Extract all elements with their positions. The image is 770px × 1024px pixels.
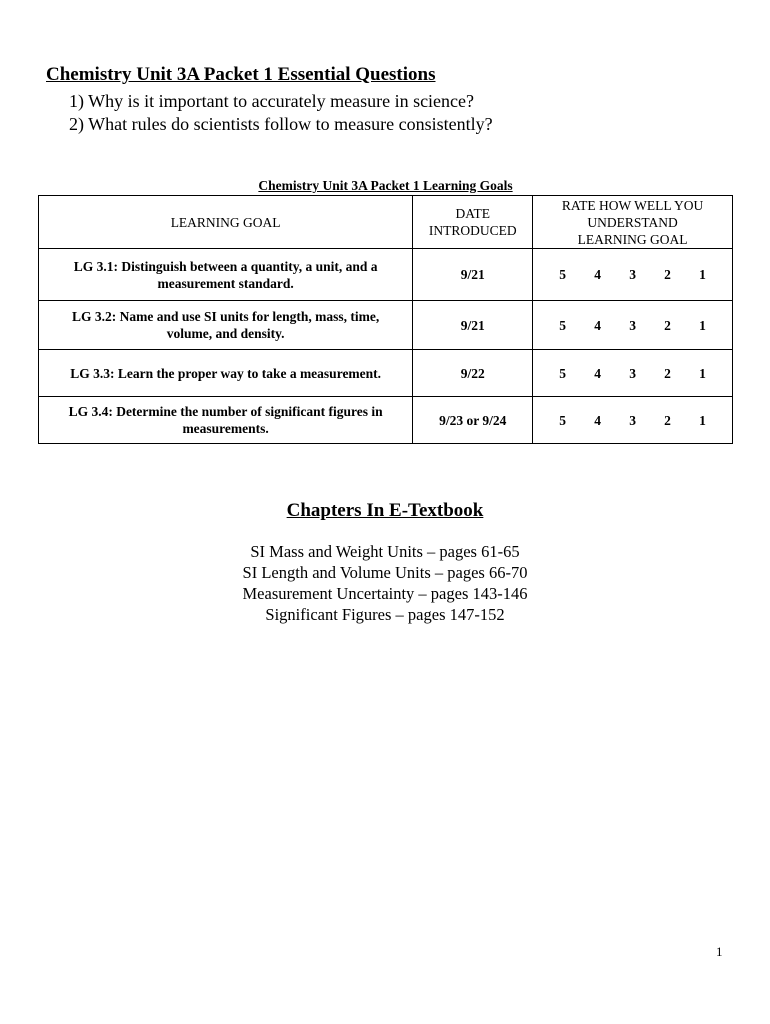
goal-cell: LG 3.4: Determine the number of significant figures in measurements. bbox=[39, 397, 413, 444]
goal-cell: LG 3.1: Distinguish between a quantity, a unit, and a measurement standard. bbox=[39, 249, 413, 301]
table-row bbox=[39, 350, 733, 397]
rating-3[interactable]: 3 bbox=[629, 267, 636, 282]
date-cell: 9/22 bbox=[413, 350, 533, 397]
rating-cell bbox=[533, 249, 733, 301]
rating-5[interactable]: 5 bbox=[559, 365, 567, 381]
rating-cell bbox=[533, 301, 733, 350]
header-date-introduced: DATE INTRODUCED bbox=[413, 196, 533, 249]
table-row bbox=[39, 249, 733, 301]
rating-2[interactable]: 2 bbox=[664, 267, 671, 282]
rating-2[interactable]: 2 bbox=[664, 317, 671, 333]
chapters-list bbox=[0, 541, 770, 625]
rating-5[interactable]: 5 bbox=[559, 267, 567, 282]
date-cell: 9/21 bbox=[413, 249, 533, 301]
rating-1[interactable]: 1 bbox=[699, 365, 706, 381]
chapter-item: SI Length and Volume Units – pages 66-70 bbox=[242, 563, 528, 582]
rating-5[interactable]: 5 bbox=[559, 317, 567, 333]
rating-4[interactable]: 4 bbox=[594, 365, 601, 381]
rating-cell bbox=[533, 397, 733, 444]
rating-2[interactable]: 2 bbox=[664, 412, 671, 428]
table-header-row bbox=[39, 196, 733, 249]
rating-2[interactable]: 2 bbox=[664, 365, 671, 381]
rating-cell bbox=[533, 350, 733, 397]
learning-goals-caption: Chemistry Unit 3A Packet 1 Learning Goals bbox=[258, 178, 513, 193]
header-learning-goal: LEARNING GOAL bbox=[39, 196, 413, 249]
rating-4[interactable]: 4 bbox=[594, 267, 601, 282]
goal-cell: LG 3.3: Learn the proper way to take a measurement. bbox=[39, 350, 413, 397]
rating-1[interactable]: 1 bbox=[699, 267, 706, 282]
chapter-item: SI Mass and Weight Units – pages 61-65 bbox=[250, 542, 520, 561]
table-row bbox=[39, 301, 733, 350]
rating-5[interactable]: 5 bbox=[559, 412, 567, 428]
rating-3[interactable]: 3 bbox=[629, 412, 636, 428]
rating-3[interactable]: 3 bbox=[629, 365, 636, 381]
essential-question: 2) What rules do scientists follow to measure consistently? bbox=[69, 114, 493, 134]
date-cell: 9/21 bbox=[413, 301, 533, 350]
rating-4[interactable]: 4 bbox=[594, 412, 601, 428]
date-cell: 9/23 or 9/24 bbox=[413, 397, 533, 444]
chapters-title: Chapters In E-Textbook bbox=[286, 500, 484, 521]
essential-questions-title: Chemistry Unit 3A Packet 1 Essential Questions bbox=[46, 64, 436, 85]
goal-cell: LG 3.2: Name and use SI units for length, mass, time, volume, and density. bbox=[39, 301, 413, 350]
essential-question: 1) Why is it important to accurately measure in science? bbox=[69, 91, 475, 111]
learning-goals-table bbox=[38, 195, 733, 444]
page-number: 1 bbox=[716, 944, 723, 959]
chapter-item: Significant Figures – pages 147-152 bbox=[265, 605, 505, 624]
chapter-item: Measurement Uncertainty – pages 143-146 bbox=[242, 584, 528, 603]
rating-1[interactable]: 1 bbox=[699, 317, 706, 333]
rating-4[interactable]: 4 bbox=[594, 317, 601, 333]
rating-1[interactable]: 1 bbox=[699, 412, 706, 428]
header-rating: RATE HOW WELL YOU UNDERSTAND LEARNING GOAL bbox=[533, 196, 733, 249]
rating-3[interactable]: 3 bbox=[629, 317, 636, 333]
essential-questions-list bbox=[69, 90, 493, 136]
table-row bbox=[39, 397, 733, 444]
